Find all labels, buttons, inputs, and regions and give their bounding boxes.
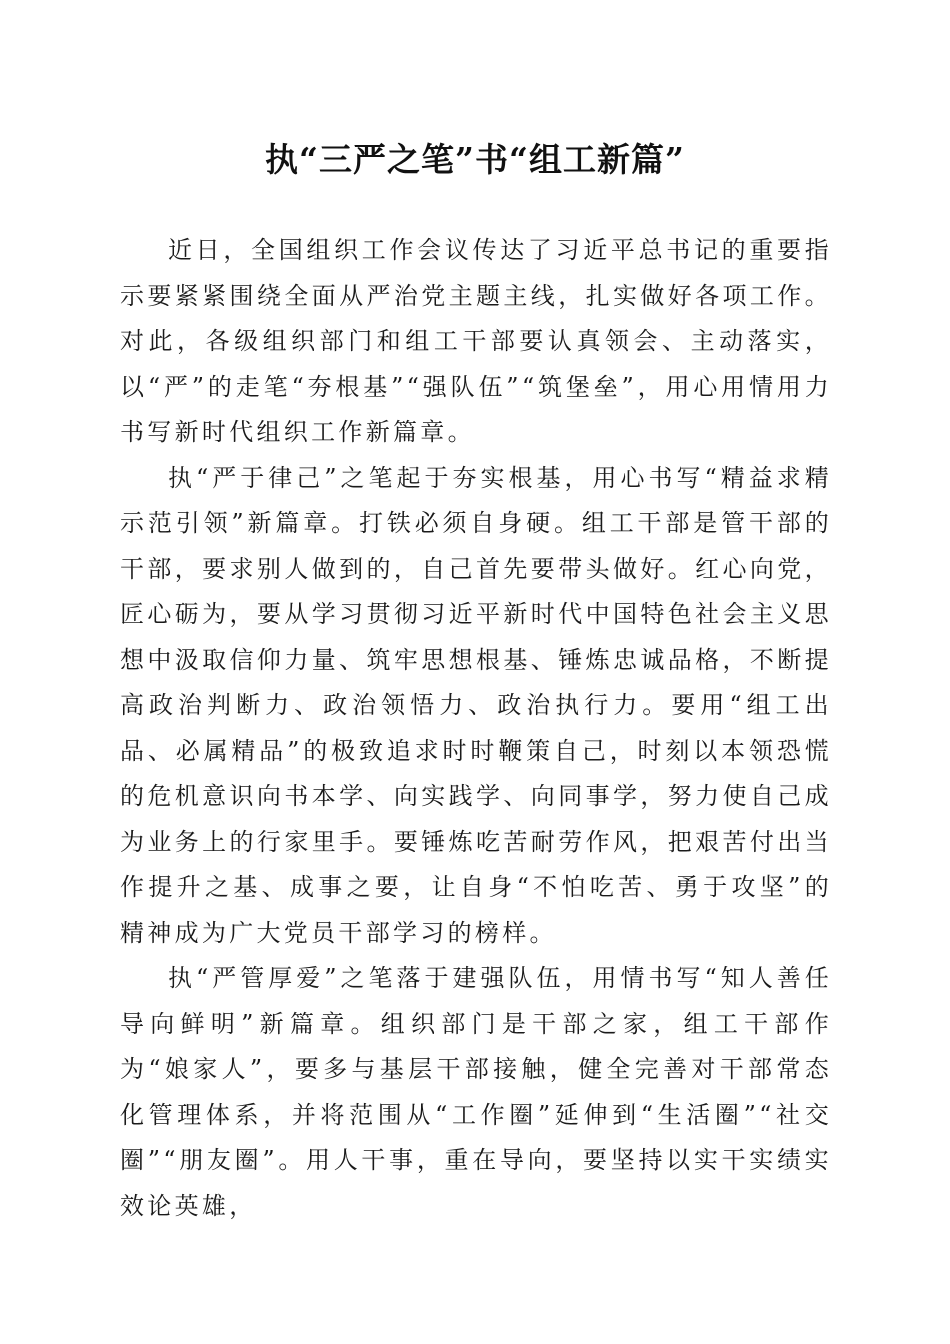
document-body: [120, 228, 832, 1229]
paragraph-1: 近日，全国组织工作会议传达了习近平总书记的重要指示要紧紧围绕全面从严治党主题主线，扎实做好各项工作。对此，各级组织部门和组工干部要认真领会、主动落实，以“严”的走笔“夯根基”“强队伍”“筑堡垒”，用心用情用力书写新时代组织工作新篇章。: [120, 236, 832, 446]
paragraph-3: 执“严管厚爱”之笔落于建强队伍，用情书写“知人善任导向鲜明”新篇章。组织部门是干部之家，组工干部作为“娘家人”，要多与基层干部接触，健全完善对干部常态化管理体系，并将范围从“工作圈”延伸到“生活圈”“社交圈”“朋友圈”。用人干事，重在导向，要坚持以实干实绩实效论英雄，: [120, 964, 832, 1220]
document-title: 执“三严之笔”书“组工新篇”: [265, 140, 685, 179]
paragraph-2: 执“严于律己”之笔起于夯实根基，用心书写“精益求精示范引领”新篇章。打铁必须自身硬。组工干部是管干部的干部，要求别人做到的，自己首先要带头做好。红心向党，匠心砺为，要从学习贯彻习近平新时代中国特色社会主义思想中汲取信仰力量、筑牢思想根基、锤炼忠诚品格，不断提高政治判断力、政治领悟力、政治执行力。要用“组工出品、必属精品”的极致追求时时鞭策自己，时刻以本领恐慌的危机意识向书本学、向实践学、向同事学，努力使自己成为业务上的行家里手。要锤炼吃苦耐劳作风，把艰苦付出当作提升之基、成事之要，让自身“不怕吃苦、勇于攻坚”的精神成为广大党员干部学习的榜样。: [120, 463, 832, 947]
